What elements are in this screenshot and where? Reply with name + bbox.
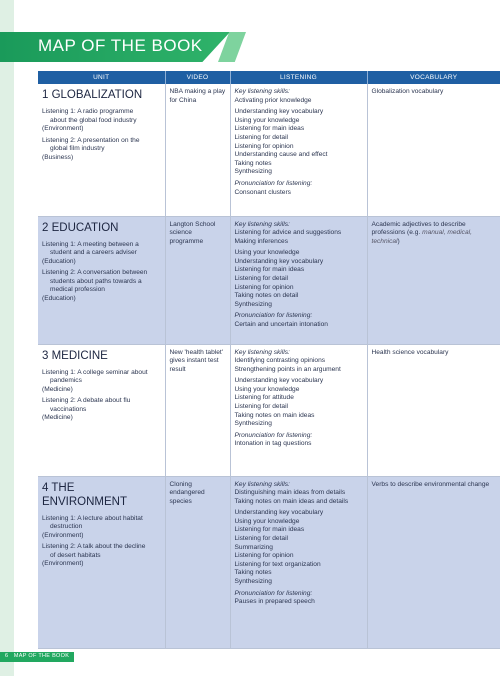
listening-cell — [230, 476, 367, 648]
unit-listening-item — [42, 241, 161, 267]
skill-item: Listening for opinion — [234, 283, 294, 291]
skill-item: Listening for attitude — [234, 394, 294, 402]
unit-listening-item — [42, 515, 161, 541]
listening-title-cont: students about paths towards a medical profession — [50, 277, 142, 294]
skill-item: Strengthening points in an argument — [234, 365, 341, 373]
pronunciation-heading: Pronunciation for listening: — [234, 589, 313, 597]
skill-item: Activating prior knowledge — [234, 96, 312, 104]
skill-item: Listening for opinion — [234, 552, 294, 560]
unit-listening-item — [42, 543, 161, 569]
unit-row — [38, 216, 500, 344]
vocabulary-cell — [367, 476, 500, 648]
unit-cell — [38, 84, 165, 216]
pronunciation-item: Consonant clusters — [234, 188, 291, 196]
skill-item: Taking notes on main ideas and details — [234, 497, 349, 505]
skill-item: Listening for text organization — [234, 560, 321, 568]
vocabulary-item — [372, 221, 497, 247]
pronunciation-heading: Pronunciation for listening: — [234, 431, 313, 439]
unit-row — [38, 476, 500, 648]
listening-topic: (Medicine) — [42, 385, 73, 393]
listening-title: Listening 2: A debate about flu — [42, 397, 131, 405]
listening-title: Listening 1: A lecture about habitat — [42, 514, 143, 522]
vocabulary-item — [372, 481, 497, 490]
listening-cell — [230, 344, 367, 476]
vocabulary-cell — [367, 216, 500, 344]
skill-item: Identifying contrasting opinions — [234, 357, 326, 365]
listening-topic: (Education) — [42, 295, 76, 303]
listening-title-cont: of desert habitats — [50, 551, 101, 559]
skills-heading: Key listening skills: — [234, 220, 290, 228]
footer-section: MAP OF THE BOOK — [13, 653, 70, 659]
unit-title: 4 THE ENVIRONMENT — [42, 481, 127, 508]
listening-cell — [230, 216, 367, 344]
video-cell — [165, 344, 230, 476]
skill-item: Summarizing — [234, 543, 273, 551]
listening-title: Listening 1: A college seminar about — [42, 368, 148, 376]
video-title: Langton School science programme — [169, 220, 216, 245]
unit-cell — [38, 344, 165, 476]
pronunciation-item: Intonation in tag questions — [234, 440, 312, 448]
listening-title-cont: vaccinations — [50, 405, 87, 413]
vocabulary-cell — [367, 84, 500, 216]
listening-topic: (Education) — [42, 257, 76, 265]
skill-item: Listening for main ideas — [234, 526, 305, 534]
listening-topic: (Environment) — [42, 125, 84, 133]
unit-title: 3 MEDICINE — [42, 349, 108, 362]
vocab-text: Verbs to describe environmental change — [371, 480, 490, 488]
skill-item: Listening for detail — [234, 535, 289, 543]
pronunciation-heading: Pronunciation for listening: — [234, 179, 313, 187]
col-header-listening: LISTENING — [230, 71, 367, 84]
skill-item: Listening for detail — [234, 133, 289, 141]
skill-item: Using your knowledge — [234, 116, 300, 124]
skill-item: Listening for opinion — [234, 142, 294, 150]
skill-item: Using your knowledge — [234, 249, 300, 257]
col-header-video: VIDEO — [165, 71, 230, 84]
listening-topic: (Environment) — [42, 531, 84, 539]
skill-item: Understanding key vocabulary — [234, 377, 324, 385]
unit-row — [38, 84, 500, 216]
skill-item: Distinguishing main ideas from details — [234, 489, 346, 497]
map-table — [38, 71, 500, 649]
vocab-text: Academic adjectives to describe professions (e.g. — [371, 220, 466, 237]
vocab-text: Health science vocabulary — [371, 348, 449, 356]
listening-title-cont: student and a careers adviser — [50, 249, 137, 257]
video-cell — [165, 84, 230, 216]
listening-title-cont: about the global food industry — [50, 116, 137, 124]
skill-item: Taking notes on main ideas — [234, 411, 315, 419]
skill-item: Listening for advice and suggestions — [234, 229, 342, 237]
skill-item: Making inferences — [234, 237, 289, 245]
skill-item: Listening for detail — [234, 403, 289, 411]
skill-item: Using your knowledge — [234, 385, 300, 393]
skill-item: Understanding key vocabulary — [234, 509, 324, 517]
unit-listening-item — [42, 137, 161, 163]
vocabulary-cell — [367, 344, 500, 476]
listening-title: Listening 2: A presentation on the — [42, 136, 140, 144]
skill-item: Synthesizing — [234, 300, 272, 308]
page-number: 6 — [5, 653, 9, 659]
skill-item: Synthesizing — [234, 578, 272, 586]
skill-item: Synthesizing — [234, 168, 272, 176]
skill-item: Understanding key vocabulary — [234, 257, 324, 265]
unit-listening-item — [42, 269, 161, 303]
skill-item: Listening for detail — [234, 275, 289, 283]
listening-title: Listening 1: A radio programme — [42, 108, 134, 115]
video-title: New 'health tablet' gives instant test result — [169, 348, 223, 373]
pronunciation-heading: Pronunciation for listening: — [234, 312, 313, 320]
col-header-unit: UNIT — [38, 71, 165, 84]
video-title: NBA making a play for China — [169, 88, 226, 104]
skill-item: Taking notes — [234, 159, 272, 167]
footer-label — [5, 653, 69, 659]
listening-title: Listening 1: A meeting between a — [42, 240, 139, 248]
unit-row — [38, 344, 500, 476]
unit-title: 1 GLOBALIZATION — [42, 89, 143, 101]
pronunciation-item: Certain and uncertain intonation — [234, 321, 328, 329]
skill-item: Taking notes — [234, 569, 272, 577]
vocabulary-item — [372, 88, 497, 97]
listening-title-cont: pandemics — [50, 377, 82, 385]
video-title: Cloning endangered species — [169, 480, 205, 505]
listening-title-cont: destruction — [50, 523, 83, 531]
listening-title: Listening 2: A talk about the decline — [42, 543, 146, 551]
skill-item: Synthesizing — [234, 420, 272, 428]
skill-item: Understanding key vocabulary — [234, 108, 324, 116]
video-cell — [165, 476, 230, 648]
listening-topic: (Medicine) — [42, 414, 73, 422]
listening-topic: (Business) — [42, 153, 74, 161]
skill-item: Taking notes on detail — [234, 292, 299, 300]
vocabulary-item — [372, 349, 497, 358]
page-title: MAP OF THE BOOK — [38, 36, 203, 55]
vocab-text: Globalization vocabulary — [371, 88, 444, 95]
unit-cell — [38, 476, 165, 648]
skills-heading: Key listening skills: — [234, 480, 290, 488]
unit-cell — [38, 216, 165, 344]
pronunciation-item: Pauses in prepared speech — [234, 598, 315, 606]
skill-item: Using your knowledge — [234, 517, 300, 525]
skills-heading: Key listening skills: — [234, 88, 290, 95]
side-strip — [0, 0, 14, 676]
unit-title: 2 EDUCATION — [42, 221, 119, 234]
unit-listening-item — [42, 369, 161, 395]
skill-item: Listening for main ideas — [234, 125, 305, 133]
video-cell — [165, 216, 230, 344]
vocab-end: ) — [397, 237, 400, 245]
unit-listening-item — [42, 397, 161, 423]
listening-title-cont: global film industry — [50, 145, 105, 153]
skills-heading: Key listening skills: — [234, 348, 290, 356]
unit-listening-item — [42, 108, 161, 134]
skill-item: Listening for main ideas — [234, 266, 305, 274]
listening-title: Listening 2: A conversation between — [42, 269, 148, 277]
listening-cell — [230, 84, 367, 216]
skill-item: Understanding cause and effect — [234, 151, 328, 159]
vocab-examples: manual, medical, technical — [371, 229, 472, 245]
col-header-vocabulary: VOCABULARY — [367, 71, 500, 84]
header-row — [38, 71, 500, 84]
listening-topic: (Environment) — [42, 560, 84, 568]
